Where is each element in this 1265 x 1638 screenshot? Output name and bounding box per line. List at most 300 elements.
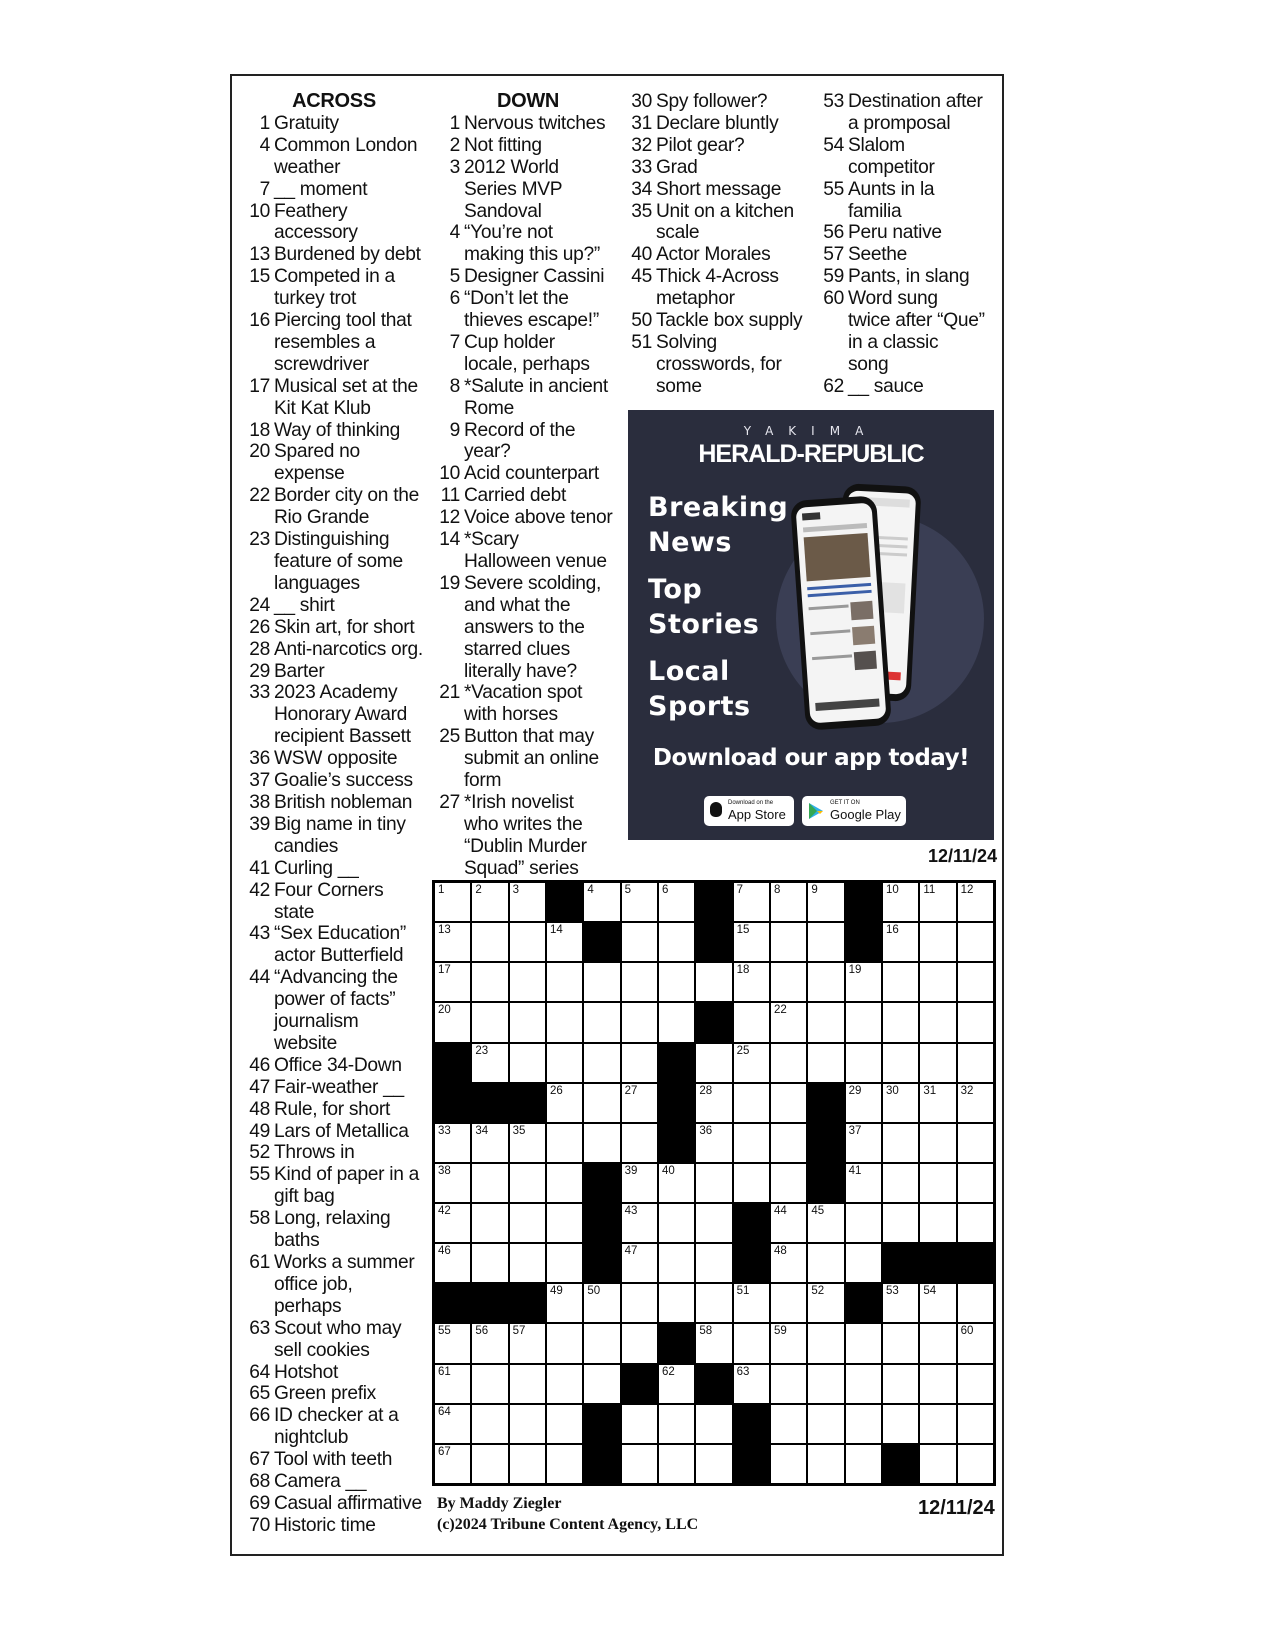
clue-text: *Irish novelist [464,791,574,813]
grid-cell[interactable] [547,1124,582,1162]
grid-cell[interactable] [435,883,470,921]
grid-cell[interactable] [622,1445,657,1483]
grid-cell[interactable] [435,1164,470,1202]
grid-cell[interactable] [696,1324,731,1362]
grid-cell[interactable] [472,923,507,961]
grid-cell[interactable] [846,1365,881,1403]
clue-text: gift bag [274,1186,335,1208]
clue-number: 21 [439,682,460,704]
clue-number [438,836,464,858]
clue-number: 29 [249,660,270,682]
grid-cell[interactable] [510,1365,545,1403]
clue-number [244,1033,274,1055]
grid-cell[interactable] [696,1204,731,1242]
grid-cell[interactable] [883,1003,918,1041]
grid-cell[interactable] [771,1003,806,1041]
clue-text: starred clues [464,638,570,660]
cell-number: 67 [438,1445,451,1458]
grid-cell[interactable] [510,923,545,961]
grid-cell[interactable] [734,883,769,921]
clue-number: 24 [249,594,270,616]
clue-number: 25 [439,726,460,748]
grid-cell[interactable] [472,963,507,1001]
grid-cell[interactable] [846,963,881,1001]
grid-cell[interactable] [547,1244,582,1282]
grid-cell[interactable] [584,1365,619,1403]
cell-number: 40 [662,1164,675,1177]
clue-line [822,376,1000,398]
grid-cell[interactable] [584,1003,619,1041]
grid-cell[interactable] [696,1405,731,1443]
clue-text: locale, perhaps [464,353,590,375]
grid-cell[interactable] [808,1405,843,1443]
clue-number [244,288,274,310]
grid-cell[interactable] [958,963,993,1001]
grid-cell[interactable] [435,1244,470,1282]
google-play-small-label: GET IT ON [830,800,860,806]
clue-line [438,704,618,726]
grid-cell[interactable] [920,1284,955,1322]
grid-cell[interactable] [808,963,843,1001]
grid-cell[interactable] [771,1084,806,1122]
grid-cell[interactable] [808,1003,843,1041]
grid-cell[interactable] [472,1405,507,1443]
grid-cell[interactable] [846,1244,881,1282]
clue-text: power of facts” [274,989,396,1011]
grid-cell[interactable] [920,1365,955,1403]
clue-line [244,1033,424,1055]
grid-cell[interactable] [547,963,582,1001]
clue-line [630,179,820,201]
grid-cell[interactable] [584,963,619,1001]
grid-cell[interactable] [659,1003,694,1041]
grid-cell[interactable] [547,1445,582,1483]
grid-cell[interactable] [547,1164,582,1202]
grid-cell[interactable] [883,1124,918,1162]
grid-cell[interactable] [958,1124,993,1162]
clue-line [244,244,424,266]
grid-cell[interactable] [696,1124,731,1162]
clue-text: Four Corners [274,879,384,901]
cell-number: 17 [438,964,451,977]
cell-number: 2 [475,884,482,896]
play-store-icon [808,802,824,820]
grid-cell[interactable] [472,1003,507,1041]
grid-cell[interactable] [659,1244,694,1282]
grid-cell[interactable] [958,1284,993,1322]
clue-number [438,617,464,639]
clue-text: some [656,375,702,397]
cell-number: 31 [923,1084,937,1097]
cell-number: 51 [736,1285,750,1298]
clue-line [438,551,618,573]
clue-line [244,748,424,770]
grid-cell[interactable] [472,1445,507,1483]
grid-cell[interactable] [771,963,806,1001]
clue-text: actor Butterfield [274,945,404,967]
clue-number: 17 [249,375,270,397]
clue-number [244,1011,274,1033]
grid-cell[interactable] [958,1164,993,1202]
grid-cell[interactable] [771,1124,806,1162]
grid-cell[interactable] [472,1164,507,1202]
grid-cell[interactable] [510,1003,545,1041]
grid-cell[interactable] [771,1405,806,1443]
grid-cell[interactable] [659,1284,694,1322]
clue-line [244,222,424,244]
google-play-button[interactable] [802,796,906,826]
grid-cell[interactable] [883,1084,918,1122]
clue-text: WSW opposite [274,748,398,770]
grid-cell[interactable] [622,1003,657,1041]
grid-cell[interactable] [958,1405,993,1443]
clue-line [438,726,618,748]
clue-number: 40 [631,244,652,266]
grid-cell[interactable] [622,1164,657,1202]
grid-cell[interactable] [920,963,955,1001]
clue-text: 2023 Academy [274,682,398,704]
clue-text: candies [274,835,339,857]
grid-cell[interactable] [696,1244,731,1282]
clue-text: recipient Bassett [274,726,411,748]
grid-cell[interactable] [435,1003,470,1041]
grid-cell[interactable] [883,1044,918,1082]
clue-number: 16 [249,310,270,332]
grid-cell[interactable] [883,963,918,1001]
grid-cell[interactable] [808,1365,843,1403]
clue-line [244,1296,424,1318]
grid-cell[interactable] [771,1164,806,1202]
grid-cell[interactable] [846,1445,881,1483]
grid-cell[interactable] [696,963,731,1001]
grid-cell[interactable] [622,1084,657,1122]
grid-cell[interactable] [510,963,545,1001]
cell-number: 30 [886,1084,899,1097]
clue-line [822,222,1000,244]
clue-line [244,1449,424,1471]
grid-cell[interactable] [734,1003,769,1041]
grid-cell[interactable] [920,1324,955,1362]
grid-cell[interactable] [958,883,993,921]
grid-cell[interactable] [547,1365,582,1403]
cell-number: 15 [736,924,750,937]
date-bottom: 12/11/24 [918,1497,995,1519]
grid-cell[interactable] [510,1164,545,1202]
grid-cell[interactable] [883,923,918,961]
grid-cell[interactable] [808,1284,843,1322]
grid-cell[interactable] [547,923,582,961]
grid-cell[interactable] [771,1044,806,1082]
clue-line [244,1405,424,1427]
clue-text: journalism [274,1011,359,1033]
grid-cell[interactable] [510,1244,545,1282]
apple-icon [710,802,722,817]
clue-text: twice after “Que” [848,310,985,332]
grid-cell[interactable] [771,1204,806,1242]
grid-cell[interactable] [547,1044,582,1082]
clue-line [244,1164,424,1186]
app-advertisement[interactable] [628,410,994,840]
grid-cell[interactable] [771,1445,806,1483]
clue-number: 45 [631,266,652,288]
clue-line [438,222,618,244]
clue-line [244,595,424,617]
crossword-grid[interactable] [432,880,996,1486]
grid-cell[interactable] [771,1284,806,1322]
grid-cell[interactable] [547,1284,582,1322]
clue-text: “Dublin Murder [464,835,587,857]
grid-cell[interactable] [659,1445,694,1483]
clue-line [822,113,1000,135]
clue-number [244,354,274,376]
clue-number: 39 [249,813,270,835]
grid-cell[interactable] [510,1204,545,1242]
grid-cell[interactable] [547,1324,582,1362]
grid-cell[interactable] [472,1365,507,1403]
grid-cell[interactable] [696,1445,731,1483]
grid-cell[interactable] [696,1164,731,1202]
grid-cell[interactable] [734,1324,769,1362]
grid-cell[interactable] [472,1204,507,1242]
grid-cell[interactable] [846,1164,881,1202]
grid-cell[interactable] [920,1204,955,1242]
grid-cell[interactable] [958,1084,993,1122]
clue-line [244,814,424,836]
down-clue-list-2 [630,91,820,398]
grid-cell[interactable] [472,1044,507,1082]
grid-cell[interactable] [734,923,769,961]
grid-cell[interactable] [510,1445,545,1483]
grid-cell[interactable] [734,1365,769,1403]
grid-cell[interactable] [659,1164,694,1202]
clue-line [244,902,424,924]
grid-cell[interactable] [659,923,694,961]
grid-cell[interactable] [883,1365,918,1403]
grid-cell[interactable] [510,1044,545,1082]
grid-cell[interactable] [883,1405,918,1443]
grid-cell[interactable] [958,1365,993,1403]
grid-cell[interactable] [920,883,955,921]
grid-cell[interactable] [584,883,619,921]
grid-cell[interactable] [510,1124,545,1162]
grid-cell[interactable] [659,1365,694,1403]
clue-number [244,902,274,924]
grid-cell[interactable] [920,1084,955,1122]
grid-cell[interactable] [734,1164,769,1202]
app-store-button[interactable] [704,796,794,826]
grid-cell[interactable] [734,1284,769,1322]
grid-cell[interactable] [920,923,955,961]
grid-cell[interactable] [659,963,694,1001]
grid-cell[interactable] [510,883,545,921]
grid-cell[interactable] [808,1044,843,1082]
grid-cell[interactable] [771,1244,806,1282]
cell-number: 43 [624,1205,638,1218]
grid-cell[interactable] [958,1044,993,1082]
grid-cell[interactable] [435,1445,470,1483]
grid-cell[interactable] [547,1204,582,1242]
grid-cell[interactable] [771,923,806,961]
grid-cell[interactable] [808,883,843,921]
grid-cell[interactable] [659,1405,694,1443]
grid-cell[interactable] [734,1044,769,1082]
clue-line [244,1186,424,1208]
grid-cell[interactable] [883,1284,918,1322]
clue-number: 68 [249,1471,270,1493]
clue-number: 10 [439,463,460,485]
clue-text: perhaps [274,1295,342,1317]
grid-cell[interactable] [883,883,918,921]
grid-cell[interactable] [622,963,657,1001]
grid-cell[interactable] [584,1284,619,1322]
clue-line [822,288,1000,310]
clue-text: song [848,353,889,375]
grid-cell[interactable] [808,1324,843,1362]
grid-cell[interactable] [920,1003,955,1041]
grid-cell[interactable] [584,1084,619,1122]
grid-cell[interactable] [659,883,694,921]
grid-cell[interactable] [920,1405,955,1443]
clue-number [438,639,464,661]
clue-line [244,1208,424,1230]
clue-text: “Sex Education” [274,923,407,945]
grid-cell[interactable] [547,1405,582,1443]
grid-cell[interactable] [472,1324,507,1362]
grid-cell[interactable] [622,1044,657,1082]
grid-cell[interactable] [547,1084,582,1122]
clue-line [438,595,618,617]
grid-cell[interactable] [958,1204,993,1242]
ad-call-to-action: Download our app today! [652,745,970,771]
clue-line [438,617,618,639]
cell-number: 32 [960,1084,974,1097]
clue-number [822,332,848,354]
grid-cell[interactable] [622,1405,657,1443]
grid-cell[interactable] [846,1124,881,1162]
byline [437,1493,698,1535]
grid-cell[interactable] [771,883,806,921]
grid-cell[interactable] [622,1204,657,1242]
grid-cell[interactable] [584,1324,619,1362]
clue-number [630,222,656,244]
grid-cell[interactable] [696,1084,731,1122]
grid-cell[interactable] [883,1164,918,1202]
clue-line [630,222,820,244]
clue-text: resembles a [274,331,376,353]
clue-line [244,1362,424,1384]
clue-text: Burdened by debt [274,244,421,266]
grid-cell[interactable] [584,1124,619,1162]
clue-number: 13 [249,244,270,266]
clue-line [244,135,424,157]
clue-text: literally have? [464,660,577,682]
clue-number: 23 [249,529,270,551]
grid-cell[interactable] [920,1445,955,1483]
clue-number: 43 [249,923,270,945]
clue-line [244,420,424,442]
grid-cell[interactable] [622,1244,657,1282]
grid-cell[interactable] [846,1044,881,1082]
grid-cell[interactable] [622,1324,657,1362]
grid-cell[interactable] [808,1204,843,1242]
grid-cell[interactable] [510,1405,545,1443]
grid-cell[interactable] [808,1244,843,1282]
grid-cell[interactable] [920,1044,955,1082]
grid-cell[interactable] [771,1324,806,1362]
grid-cell[interactable] [696,1044,731,1082]
cell-number: 5 [624,884,632,896]
clue-text: Hotshot [274,1361,339,1383]
grid-cell[interactable] [920,1164,955,1202]
grid-cell[interactable] [435,963,470,1001]
grid-cell[interactable] [846,1405,881,1443]
grid-cell[interactable] [734,1124,769,1162]
ad-line-breaking: Breaking [648,492,789,523]
grid-cell[interactable] [808,1445,843,1483]
clue-line [438,354,618,376]
grid-cell[interactable] [584,1044,619,1082]
grid-cell[interactable] [435,1204,470,1242]
clue-text: Works a summer [274,1252,415,1274]
ad-title: HERALD-REPUBLIC [698,440,924,468]
clue-number: 9 [449,419,460,441]
clue-text: languages [274,572,360,594]
grid-cell[interactable] [510,1324,545,1362]
grid-cell[interactable] [808,923,843,961]
clue-text: Rio Grande [274,507,370,529]
clue-number: 32 [631,134,652,156]
grid-cell[interactable] [771,1365,806,1403]
cell-number: 61 [438,1365,451,1378]
clue-line [630,135,820,157]
grid-cell[interactable] [920,1124,955,1162]
grid-cell[interactable] [659,1204,694,1242]
grid-cell[interactable] [846,1003,881,1041]
grid-cell[interactable] [958,1003,993,1041]
down-clue-list [438,113,618,880]
grid-cell[interactable] [435,923,470,961]
grid-cell[interactable] [435,1405,470,1443]
grid-cell[interactable] [622,883,657,921]
grid-cell[interactable] [547,1003,582,1041]
grid-cell[interactable] [696,1284,731,1322]
grid-cell[interactable] [734,1084,769,1122]
grid-cell[interactable] [435,1124,470,1162]
grid-cell[interactable] [472,883,507,921]
grid-cell[interactable] [846,1084,881,1122]
clue-text: ID checker at a [274,1405,399,1427]
grid-cell[interactable] [622,1284,657,1322]
grid-cell[interactable] [472,1124,507,1162]
grid-cell[interactable] [622,1124,657,1162]
grid-cell[interactable] [472,1244,507,1282]
grid-cell[interactable] [958,923,993,961]
grid-cell[interactable] [883,1204,918,1242]
grid-cell[interactable] [883,1324,918,1362]
clue-line [244,1252,424,1274]
grid-cell[interactable] [734,963,769,1001]
grid-cell[interactable] [435,1365,470,1403]
grid-cell[interactable] [622,923,657,961]
clue-number: 37 [249,770,270,792]
grid-cell[interactable] [958,1445,993,1483]
down-clue-list-3 [822,91,1000,398]
grid-cell[interactable] [846,1324,881,1362]
grid-cell[interactable] [958,1324,993,1362]
grid-cell[interactable] [846,1204,881,1242]
clue-text: Button that may [464,726,594,748]
grid-cell[interactable] [435,1324,470,1362]
